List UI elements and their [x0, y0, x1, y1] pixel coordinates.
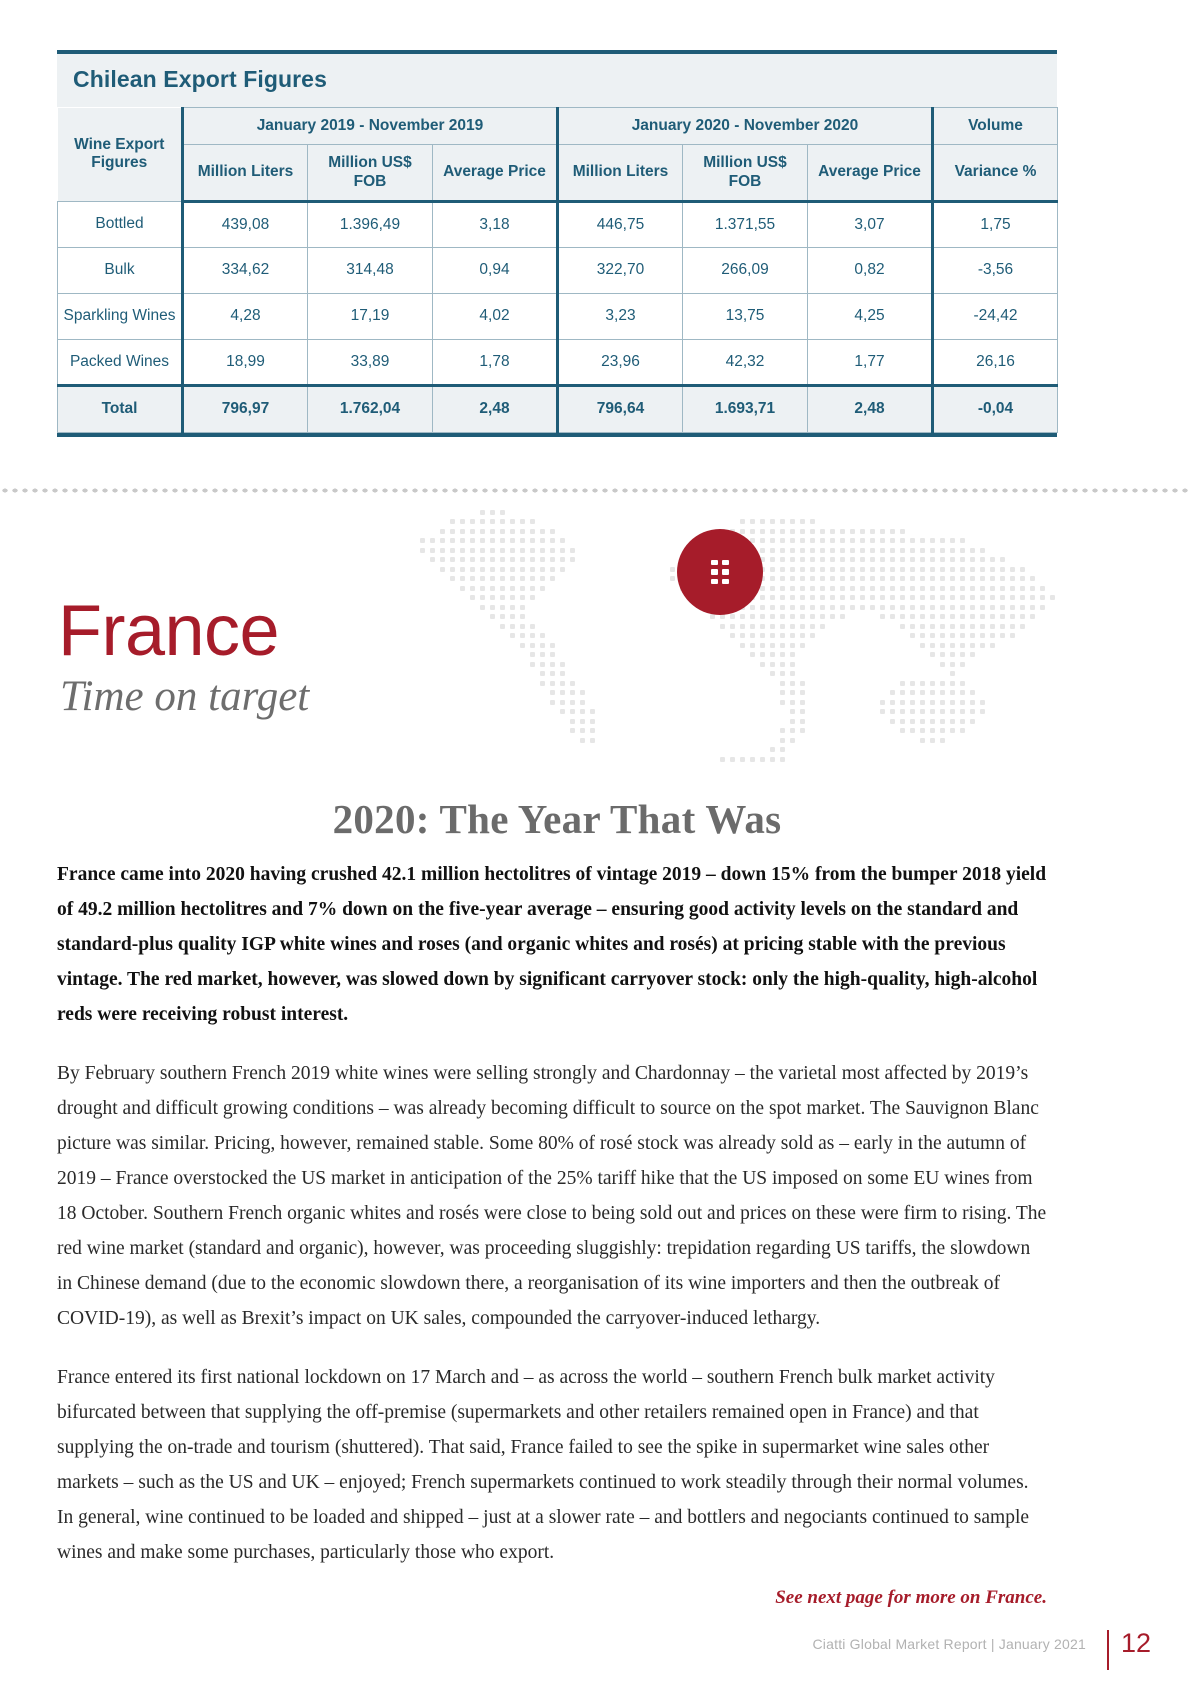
table-group-header-2019: January 2019 - November 2019 [183, 108, 558, 145]
cell: 23,96 [558, 339, 683, 386]
table-sub-header-row [58, 145, 1058, 202]
page-number: 12 [1120, 1628, 1151, 1658]
cell: 4,25 [808, 294, 933, 340]
marker-grid-icon [711, 560, 729, 584]
table-group-header-2020: January 2020 - November 2020 [558, 108, 933, 145]
next-page-note: See next page for more on France. [775, 1587, 1047, 1608]
total-cell: 1.762,04 [308, 386, 433, 433]
cell: -24,42 [933, 294, 1058, 340]
row-label: Sparkling Wines [58, 294, 183, 340]
cell: 18,99 [183, 339, 308, 386]
cell: 3,23 [558, 294, 683, 340]
total-cell: 796,97 [183, 386, 308, 433]
table-bottom-rule [57, 433, 1057, 437]
cell: 3,07 [808, 201, 933, 248]
article-body [57, 857, 1047, 1594]
cell: 13,75 [683, 294, 808, 340]
footer-divider [1107, 1630, 1109, 1670]
france-location-marker-icon [677, 529, 763, 615]
table-total-row [58, 386, 1058, 433]
cell: 4,02 [433, 294, 558, 340]
cell: 17,19 [308, 294, 433, 340]
article-heading: 2020: The Year That Was [332, 796, 782, 842]
article-paragraph-3: France entered its first national lockdown on 17 March and – as across the world – southern French bulk market activity bifurcated between that supplying the off-premise (supermarkets and other retailers remained open in France) and that supplying the on-trade and tourism (shuttered). That said, France failed to see the spike in supermarket wine sales other markets – such as the US and UK – enjoyed; French supermarkets continued to work steadily through their normal volumes. In general, wine continued to be loaded and shipped – just at a slower rate – and bottlers and negociants continued to sample wines and make some purchases, particularly those who export. [57, 1367, 1030, 1563]
cell: 314,48 [308, 248, 433, 294]
cell: 3,18 [433, 201, 558, 248]
table-subheader-ml-2019: Million Liters [183, 145, 308, 202]
cell: 1,77 [808, 339, 933, 386]
article-paragraph-2: By February southern French 2019 white wines were selling strongly and Chardonnay – the varietal most affected by 2019’s drought and difficult growing conditions – was already becoming difficult to source on the spot market. The Sauvignon Blanc picture was similar. Pricing, however, remained stable. Some 80% of rosé stock was already sold as – early in the autumn of 2019 – France overstocked the US market in anticipation of the 25% tariff hike that the US imposed on some EU wines from 18 October. Southern French organic whites and rosés were close to being sold out and prices on these were firm to rising. The red wine market (standard and organic), however, was proceeding sluggishly: trepidation regarding US tariffs, the slowdown in Chinese demand (due to the economic slowdown there, a reorganisation of its wine importers and then the outbreak of COVID-19), as well as Brexit’s impact on UK sales, compounded the carryover-induced lethargy. [57, 1063, 1047, 1329]
table-subheader-usd-2019: Million US$ FOB [308, 145, 433, 202]
total-cell: 2,48 [808, 386, 933, 433]
table-row [58, 294, 1058, 340]
chilean-export-figures-table-block [57, 50, 1057, 437]
cell: 1.396,49 [308, 201, 433, 248]
cell: 0,82 [808, 248, 933, 294]
cell: 446,75 [558, 201, 683, 248]
cell: 266,09 [683, 248, 808, 294]
cell: 33,89 [308, 339, 433, 386]
cell: 322,70 [558, 248, 683, 294]
total-cell: 1.693,71 [683, 386, 808, 433]
country-title: France [58, 591, 280, 671]
table-title: Chilean Export Figures [57, 54, 1057, 107]
footer-report-text: Ciatti Global Market Report | January 2021 [812, 1636, 1086, 1652]
table-subheader-variance: Variance % [933, 145, 1058, 202]
dotted-divider [0, 487, 1191, 494]
row-label: Bottled [58, 201, 183, 248]
cell: 1.371,55 [683, 201, 808, 248]
row-label: Bulk [58, 248, 183, 294]
total-label: Total [58, 386, 183, 433]
cell: 439,08 [183, 201, 308, 248]
cell: -3,56 [933, 248, 1058, 294]
cell: 42,32 [683, 339, 808, 386]
table-subheader-avgprice-2019: Average Price [433, 145, 558, 202]
cell: 1,75 [933, 201, 1058, 248]
cell: 0,94 [433, 248, 558, 294]
table-corner-label: Wine Export Figures [58, 108, 183, 202]
table-subheader-avgprice-2020: Average Price [808, 145, 933, 202]
table-subheader-usd-2020: Million US$ FOB [683, 145, 808, 202]
total-cell: 2,48 [433, 386, 558, 433]
cell: 4,28 [183, 294, 308, 340]
country-tagline: Time on target [60, 673, 310, 720]
total-cell: 796,64 [558, 386, 683, 433]
table-row [58, 339, 1058, 386]
page-footer [0, 1630, 1191, 1684]
table-group-header-volume: Volume [933, 108, 1058, 145]
row-label: Packed Wines [58, 339, 183, 386]
table-group-header-row [58, 108, 1058, 145]
cell: 334,62 [183, 248, 308, 294]
article-lead-paragraph: France came into 2020 having crushed 42.1 million hectolitres of vintage 2019 – down 15% from the bumper 2018 yield of 49.2 million hectolitres and 7% down on the five-year average – ensuring good activity levels on the standard and standard-plus quality IGP white wines and roses (and organic whites and rosés) at pricing stable with the previous vintage. The red market, however, was slowed down by significant carryover stock: only the high-quality, high-alcohol reds were receiving robust interest. [57, 864, 1047, 1025]
table-row [58, 201, 1058, 248]
table-row [58, 248, 1058, 294]
cell: 1,78 [433, 339, 558, 386]
table-subheader-ml-2020: Million Liters [558, 145, 683, 202]
total-cell: -0,04 [933, 386, 1058, 433]
export-figures-table [57, 107, 1058, 433]
table-body [58, 201, 1058, 432]
cell: 26,16 [933, 339, 1058, 386]
world-map-graphic [400, 500, 1100, 770]
